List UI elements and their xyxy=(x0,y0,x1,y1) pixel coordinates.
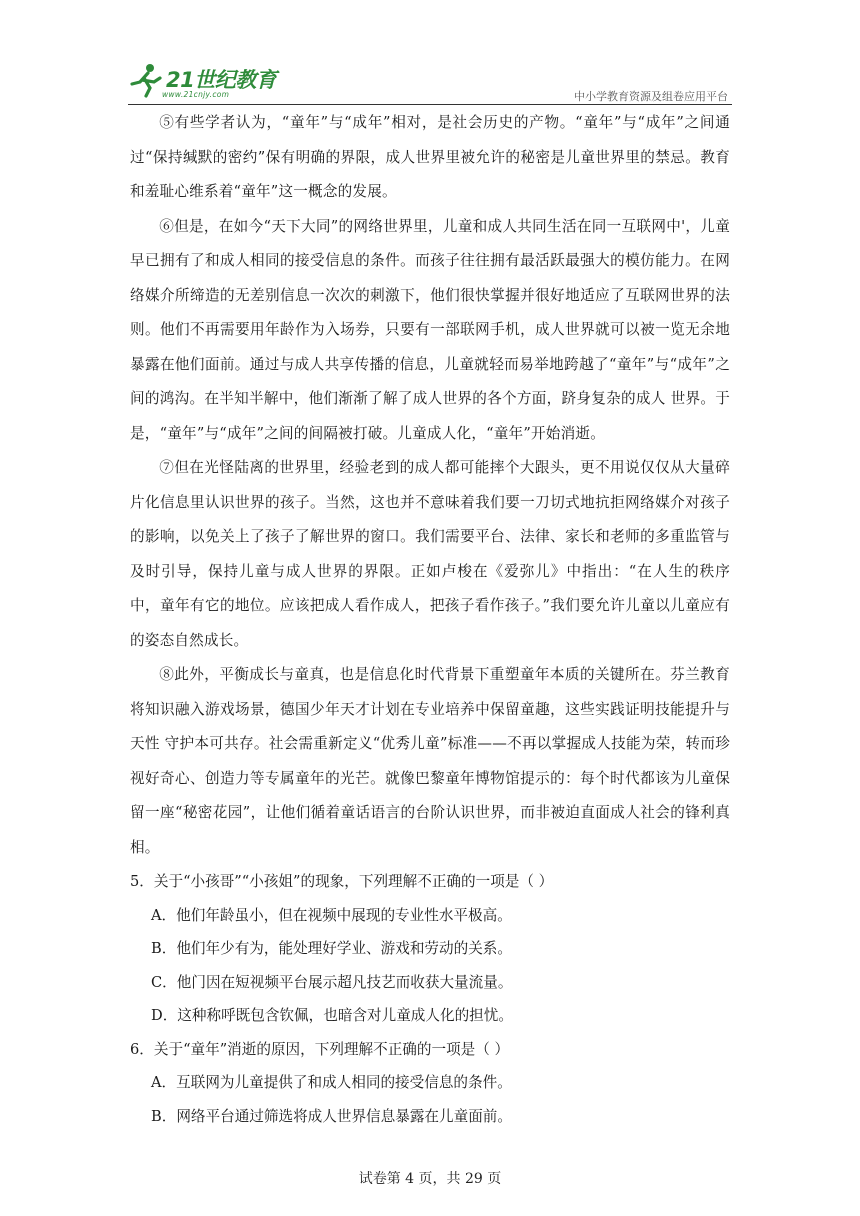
passage-paragraph-8: ⑧此外，平衡成长与童真，也是信息化时代背景下重塑童年本质的关键所在。芬兰教育将知识融入游戏场景，德国少年天才计划在专业培养中保留童趣，这些实践证明技能提升与天性 守护本可共存。社会需重新定义“优秀儿童”标准——不再以掌握成人技能为荣，转而珍视好奇心、创造力等专属童年的光芒。就像巴黎童年博物馆提示的：每个时代都该为儿童保留一座“秘密花园”，让他们循着童话语言的台阶认识世界，而非被迫直面成人社会的锋利真相。 xyxy=(130,666,730,856)
site-tagline: 中小学教育资源及组卷应用平台 xyxy=(574,90,728,103)
passage-paragraph-6: ⑥但是，在如今“天下大同”的网络世界里，儿童和成人共同生活在同一互联网中'，儿童早已拥有了和成人相同的接受信息的条件。而孩子往往拥有最活跃最强大的模仿能力。在网络媒介所缔造的无差别信息一次次的刺激下，他们很快掌握并很好地适应了互联网世界的法则。他们不再需要用年龄作为入场券，只要有一部联网手机，成人世界就可以被一览无余地暴露在他们面前。通过与成人共享传播的信息，儿童就轻而易举地跨越了“童年”与“成年”之间的鸿沟。在半知半解中，他们渐渐了解了成人世界的各个方面，跻身复杂的成人 世界。于是，“童年”与“成年”之间的间隔被打破。儿童成人化，“童年”开始消逝。 xyxy=(130,217,730,442)
runner-icon xyxy=(128,62,164,98)
main-content xyxy=(130,106,730,1133)
option-a[interactable]: A．他们年龄虽小，但在视频中展现的专业性水平极高。 xyxy=(151,906,512,924)
question-6 xyxy=(130,1033,730,1134)
logo-main-text: 21世纪教育 xyxy=(166,68,277,92)
header-divider xyxy=(128,104,732,105)
option-a[interactable]: A．互联网为儿童提供了和成人相同的接受信息的条件。 xyxy=(151,1074,512,1091)
option-d[interactable]: D．这种称呼既包含钦佩，也暗含对儿童成人化的担忧。 xyxy=(151,1007,513,1024)
page-header xyxy=(0,0,860,110)
question-stem: 6．关于“童年”消逝的原因，下列理解不正确的一项是（ ） xyxy=(130,1040,510,1058)
logo-url-text: www.21cnjy.com xyxy=(162,90,230,99)
passage-paragraph-7: ⑦但在光怪陆离的世界里，经验老到的成人都可能摔个大跟头，更不用说仅仅从大量碎片化信息里认识世界的孩子。当然，这也并不意味着我们要一刀切式地抗拒网络媒介对孩子的影响，以免关上了孩子了解世界的窗口。我们需要平台、法律、家长和老师的多重监管与及时引导，保持儿童与成人世界的界限。正如卢梭在《爱弥儿》中指出：“在人生的秩序 中，童年有它的地位。应该把成人看作成人，把孩子看作孩子。”我们要允许儿童以儿童应有的姿态自然成长。 xyxy=(130,459,730,649)
page-number: 试卷第 4 页，共 29 页 xyxy=(358,1171,502,1187)
option-b[interactable]: B．网络平台通过筛选将成人世界信息暴露在儿童面前。 xyxy=(151,1107,512,1125)
passage-paragraph-5: ⑤有些学者认为，“童年”与“成年”相对，是社会历史的产物。“童年”与“成年”之间通 过“保持缄默的密约”保有明确的界限，成人世界里被允许的秘密是儿童世界里的禁忌。教育和羞耻心维系着“童年”这一概念的发展。 xyxy=(130,114,730,200)
question-5 xyxy=(130,865,730,1033)
logo xyxy=(128,62,278,102)
option-c[interactable]: C．他门因在短视频平台展示超凡技艺而收获大量流量。 xyxy=(151,973,513,991)
option-b[interactable]: B．他们年少有为，能处理好学业、游戏和劳动的关系。 xyxy=(151,940,512,957)
question-stem: 5．关于“小孩哥”“小孩姐”的现象，下列理解不正确的一项是（ ） xyxy=(130,873,554,890)
